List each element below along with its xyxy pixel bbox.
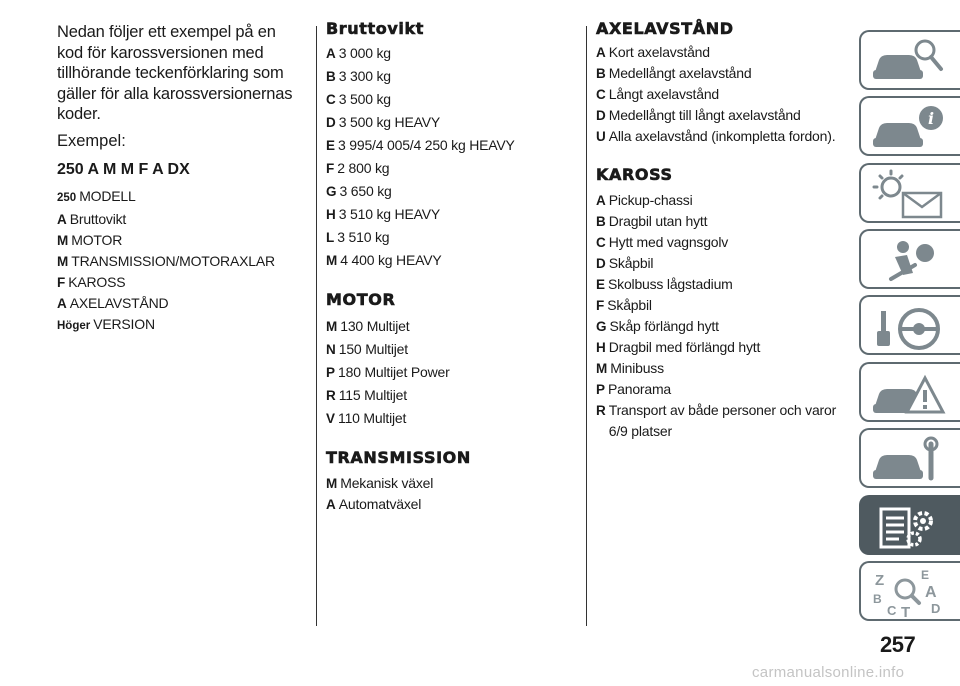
intro-column bbox=[57, 22, 302, 337]
tab-safety[interactable] bbox=[859, 229, 960, 289]
code-row bbox=[57, 186, 302, 209]
motor-heading: MOTOR bbox=[326, 290, 396, 309]
code-label: TRANSMISSION/MOTORAXLAR bbox=[71, 252, 275, 269]
car-info-icon bbox=[869, 102, 949, 154]
code-label: Dragbil utan hytt bbox=[608, 213, 708, 229]
code-key: P bbox=[326, 365, 336, 380]
code-label: Panorama bbox=[608, 381, 672, 397]
bruttovikt-heading: Bruttovikt bbox=[326, 19, 424, 38]
code-key: D bbox=[326, 115, 336, 130]
code-row bbox=[596, 84, 856, 105]
bruttovikt-list bbox=[326, 42, 571, 272]
code-label: VERSION bbox=[93, 315, 155, 332]
code-label: 3 500 kg HEAVY bbox=[338, 114, 440, 130]
code-label: Skolbuss lågstadium bbox=[608, 276, 733, 292]
tab-warning-lights[interactable] bbox=[859, 163, 960, 223]
tab-technical-data[interactable] bbox=[859, 495, 960, 555]
car-magnifier-icon bbox=[869, 36, 949, 88]
code-key: M bbox=[326, 319, 338, 334]
code-label: Alla axelavstånd (inkompletta fordon). bbox=[608, 128, 836, 144]
codes-column-right bbox=[596, 19, 856, 442]
code-row bbox=[326, 88, 571, 111]
tab-starting-driving[interactable] bbox=[859, 295, 960, 355]
code-label: 150 Multijet bbox=[338, 341, 408, 357]
code-row bbox=[596, 190, 856, 211]
transmission-heading: TRANSMISSION bbox=[326, 448, 471, 467]
code-label: 130 Multijet bbox=[340, 318, 410, 334]
code-row bbox=[326, 203, 571, 226]
code-key: A bbox=[326, 497, 336, 512]
code-key: V bbox=[326, 411, 336, 426]
code-key: H bbox=[596, 340, 606, 355]
code-label: 3 510 kg bbox=[337, 229, 390, 245]
code-key: B bbox=[596, 66, 606, 81]
code-row bbox=[596, 316, 856, 337]
code-key: F bbox=[596, 298, 605, 313]
code-label: 180 Multijet Power bbox=[338, 364, 450, 380]
code-row bbox=[326, 384, 571, 407]
motor-list bbox=[326, 315, 571, 430]
code-row bbox=[326, 111, 571, 134]
kaross-heading: KAROSS bbox=[596, 165, 673, 184]
code-key: A bbox=[57, 295, 67, 311]
code-label: Dragbil med förlängd hytt bbox=[608, 339, 761, 355]
code-label: Bruttovikt bbox=[69, 210, 127, 227]
code-label: 2 800 kg bbox=[337, 160, 390, 176]
code-row bbox=[57, 209, 302, 230]
code-row bbox=[596, 105, 856, 126]
axelavstand-heading: AXELAVSTÅND bbox=[596, 19, 734, 38]
code-key: G bbox=[326, 184, 337, 199]
code-key: C bbox=[596, 87, 606, 102]
svg-text:i: i bbox=[927, 109, 935, 128]
code-label: Skåp förlängd hytt bbox=[609, 318, 719, 334]
alphabet-index-icon bbox=[869, 567, 949, 619]
transmission-list bbox=[326, 473, 571, 515]
code-key: E bbox=[596, 277, 606, 292]
code-label: 4 400 kg HEAVY bbox=[340, 252, 442, 268]
index-letter: E bbox=[921, 568, 930, 582]
code-label: 3 500 kg bbox=[338, 91, 391, 107]
code-key: P bbox=[596, 382, 606, 397]
code-row bbox=[596, 42, 856, 63]
code-label: Mekanisk växel bbox=[340, 475, 434, 491]
code-row bbox=[596, 274, 856, 295]
code-label: Minibuss bbox=[610, 360, 664, 376]
code-label: MODELL bbox=[79, 187, 136, 204]
code-row bbox=[326, 157, 571, 180]
tab-maintenance[interactable] bbox=[859, 428, 960, 488]
airbag-person-icon bbox=[869, 235, 949, 287]
page-number: 257 bbox=[880, 632, 916, 657]
code-row bbox=[57, 293, 302, 314]
code-key: R bbox=[596, 403, 606, 418]
code-label: Transport av både personer och varor 6/9 platser bbox=[608, 402, 837, 439]
code-label: 115 Multijet bbox=[338, 387, 407, 403]
code-key: H bbox=[326, 207, 336, 222]
watermark: carmanualsonline.info bbox=[752, 664, 905, 681]
code-row bbox=[596, 211, 856, 232]
tab-emergency[interactable] bbox=[859, 362, 960, 422]
code-label: 3 650 kg bbox=[339, 183, 392, 199]
code-label: MOTOR bbox=[71, 231, 123, 248]
example-code: 250 A M M F A DX bbox=[57, 160, 190, 178]
code-row bbox=[596, 379, 856, 400]
code-row bbox=[57, 272, 302, 293]
code-label: Kort axelavstånd bbox=[608, 44, 710, 60]
code-key: R bbox=[326, 388, 336, 403]
intro-text: Nedan följer ett exempel på en kod för karossversionen med tillhörande teckenförklaring som gäller för alla karossversionernas koder. bbox=[57, 23, 293, 123]
code-key: M bbox=[326, 476, 338, 491]
tab-info[interactable] bbox=[859, 96, 960, 156]
code-label: Pickup-chassi bbox=[608, 192, 693, 208]
code-key: E bbox=[326, 138, 336, 153]
code-row bbox=[57, 230, 302, 251]
code-row bbox=[326, 361, 571, 384]
code-key: A bbox=[596, 45, 606, 60]
code-row bbox=[596, 400, 856, 442]
key-steering-wheel-icon bbox=[869, 301, 949, 353]
code-row bbox=[57, 314, 302, 337]
index-letter: C bbox=[887, 603, 897, 618]
kaross-list bbox=[596, 190, 856, 442]
code-key: M bbox=[596, 361, 608, 376]
code-key: F bbox=[326, 161, 335, 176]
code-row bbox=[596, 337, 856, 358]
warning-light-envelope-icon bbox=[869, 169, 949, 221]
code-label: 3 510 kg HEAVY bbox=[338, 206, 440, 222]
code-key: A bbox=[326, 46, 336, 61]
code-row bbox=[326, 180, 571, 203]
code-label: 3 300 kg bbox=[338, 68, 391, 84]
index-letter: T bbox=[901, 604, 911, 619]
code-label: 3 995/4 005/4 250 kg HEAVY bbox=[338, 137, 515, 153]
code-row bbox=[326, 65, 571, 88]
code-row bbox=[596, 358, 856, 379]
code-key: B bbox=[596, 214, 606, 229]
code-label: Skåpbil bbox=[607, 297, 652, 313]
index-letter: Z bbox=[875, 572, 885, 589]
tab-index[interactable] bbox=[859, 561, 960, 621]
example-label: Exempel: bbox=[57, 131, 126, 150]
code-key: G bbox=[596, 319, 607, 334]
code-key: A bbox=[57, 211, 67, 227]
code-key: U bbox=[596, 129, 606, 144]
index-letter: D bbox=[931, 601, 941, 616]
code-label: Medellångt axelavstånd bbox=[608, 65, 752, 81]
code-row bbox=[326, 407, 571, 430]
code-row bbox=[596, 295, 856, 316]
index-letter: A bbox=[925, 584, 937, 601]
code-key: 250 bbox=[57, 191, 77, 204]
code-row bbox=[326, 226, 571, 249]
column-divider bbox=[316, 26, 317, 626]
code-key: D bbox=[596, 108, 606, 123]
code-row bbox=[326, 338, 571, 361]
tab-dashboard[interactable] bbox=[859, 30, 960, 90]
code-row bbox=[596, 63, 856, 84]
axelavstand-list bbox=[596, 42, 856, 147]
code-key: B bbox=[326, 69, 336, 84]
code-key: D bbox=[596, 256, 606, 271]
code-label: Automatväxel bbox=[338, 496, 422, 512]
car-wrench-icon bbox=[869, 434, 949, 486]
code-key: N bbox=[326, 342, 336, 357]
document-gear-icon bbox=[869, 501, 949, 553]
code-key: A bbox=[596, 193, 606, 208]
car-warning-triangle-icon bbox=[869, 368, 949, 420]
code-row bbox=[596, 253, 856, 274]
code-key: M bbox=[57, 232, 69, 248]
code-label: Medellångt till långt axelavstånd bbox=[608, 107, 801, 123]
code-row bbox=[326, 42, 571, 65]
code-key: C bbox=[326, 92, 336, 107]
code-key: C bbox=[596, 235, 606, 250]
code-key: M bbox=[57, 253, 69, 269]
code-label: Hytt med vagnsgolv bbox=[608, 234, 729, 250]
code-row bbox=[596, 126, 856, 147]
codes-column-middle bbox=[326, 19, 571, 515]
code-label: AXELAVSTÅND bbox=[69, 294, 169, 311]
code-label: Långt axelavstånd bbox=[608, 86, 719, 102]
column-divider bbox=[586, 26, 587, 626]
code-row bbox=[596, 232, 856, 253]
code-row bbox=[326, 473, 571, 494]
code-label: 110 Multijet bbox=[338, 410, 407, 426]
code-label: KAROSS bbox=[68, 273, 126, 290]
code-key: M bbox=[326, 253, 338, 268]
legend-list bbox=[57, 186, 302, 337]
code-key: F bbox=[57, 274, 66, 290]
code-row bbox=[326, 249, 571, 272]
code-row bbox=[57, 251, 302, 272]
index-letter: B bbox=[873, 592, 882, 606]
code-key: Höger bbox=[57, 319, 91, 332]
code-row bbox=[326, 315, 571, 338]
code-row bbox=[326, 494, 571, 515]
code-row bbox=[326, 134, 571, 157]
code-label: Skåpbil bbox=[608, 255, 654, 271]
code-key: L bbox=[326, 230, 335, 245]
code-label: 3 000 kg bbox=[338, 45, 391, 61]
